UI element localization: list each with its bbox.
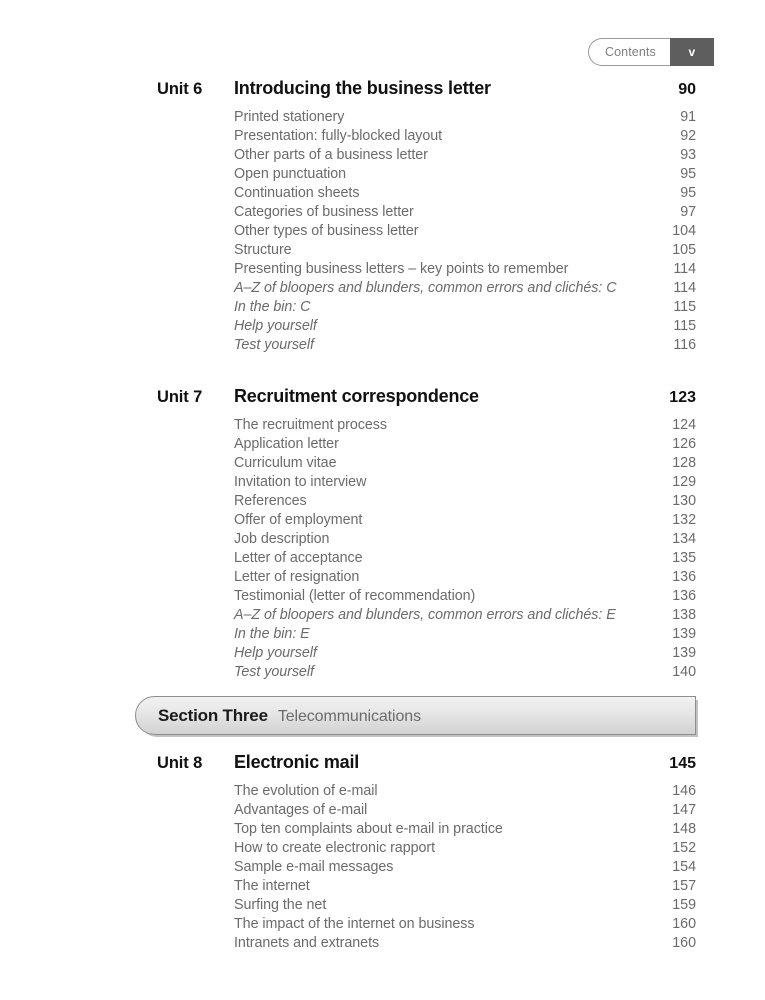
toc-entry-title: Letter of resignation <box>234 569 360 585</box>
toc-entry-row[interactable] <box>234 530 696 549</box>
toc-entry-title: Application letter <box>234 436 339 452</box>
toc-entry-page-number: 115 <box>673 318 696 334</box>
toc-entry-title: Intranets and extranets <box>234 935 380 951</box>
section-banner-subtitle: Telecommunications <box>277 707 421 725</box>
toc-entry-page-number: 95 <box>680 185 696 201</box>
toc-entry-row[interactable] <box>234 435 696 454</box>
unit-header-row[interactable] <box>157 386 696 407</box>
toc-upper <box>157 78 696 682</box>
toc-entry-row[interactable] <box>234 279 696 298</box>
toc-entry-page-number: 126 <box>672 436 696 452</box>
toc-entry-row[interactable] <box>234 934 696 953</box>
toc-entry-row[interactable] <box>234 184 696 203</box>
toc-entry-page-number: 92 <box>680 128 696 144</box>
toc-entry-row[interactable] <box>234 839 696 858</box>
toc-entry-row[interactable] <box>234 644 696 663</box>
unit-page-number: 90 <box>678 81 696 98</box>
toc-entry-title: The evolution of e-mail <box>234 783 378 799</box>
unit-title: Introducing the business letter <box>234 78 491 98</box>
toc-entry-page-number: 152 <box>672 840 696 856</box>
unit-header-row[interactable] <box>157 78 696 99</box>
unit-label: Unit 7 <box>157 388 203 406</box>
toc-entry-row[interactable] <box>234 108 696 127</box>
toc-entry-page-number: 114 <box>673 280 696 296</box>
toc-entry-page-number: 105 <box>672 242 696 258</box>
toc-entry-title: Help yourself <box>234 645 317 661</box>
toc-entry-row[interactable] <box>234 511 696 530</box>
contents-tab-label: Contents <box>588 38 670 66</box>
toc-entry-title: Job description <box>234 531 330 547</box>
toc-entry-page-number: 114 <box>673 261 696 277</box>
toc-entry-page-number: 139 <box>672 645 696 661</box>
toc-entry-title: The internet <box>234 878 310 894</box>
unit-entry-list <box>157 108 696 355</box>
toc-entry-title: Test yourself <box>234 337 314 353</box>
toc-entry-row[interactable] <box>234 416 696 435</box>
toc-entry-page-number: 140 <box>672 664 696 680</box>
toc-entry-row[interactable] <box>234 858 696 877</box>
toc-entry-row[interactable] <box>234 915 696 934</box>
unit-entry-list <box>157 416 696 682</box>
unit-title: Electronic mail <box>234 752 360 772</box>
section-banner <box>135 696 696 735</box>
toc-entry-page-number: 136 <box>672 569 696 585</box>
toc-entry-page-number: 139 <box>672 626 696 642</box>
toc-entry-title: The recruitment process <box>234 417 387 433</box>
toc-entry-page-number: 93 <box>680 147 696 163</box>
toc-entry-title: Printed stationery <box>234 109 345 125</box>
toc-entry-title: The impact of the internet on business <box>234 916 475 932</box>
toc-entry-title: References <box>234 493 307 509</box>
toc-entry-page-number: 134 <box>672 531 696 547</box>
toc-lower <box>157 752 696 953</box>
toc-entry-title: A–Z of bloopers and blunders, common errors and clichés: C <box>234 280 617 296</box>
toc-entry-page-number: 115 <box>673 299 696 315</box>
toc-entry-page-number: 135 <box>672 550 696 566</box>
toc-entry-row[interactable] <box>234 587 696 606</box>
toc-entry-page-number: 147 <box>672 802 696 818</box>
toc-entry-page-number: 157 <box>672 878 696 894</box>
toc-entry-page-number: 95 <box>680 166 696 182</box>
toc-entry-row[interactable] <box>234 260 696 279</box>
toc-entry-page-number: 129 <box>672 474 696 490</box>
toc-entry-row[interactable] <box>234 801 696 820</box>
toc-entry-row[interactable] <box>234 454 696 473</box>
toc-entry-title: Other types of business letter <box>234 223 419 239</box>
toc-entry-title: A–Z of bloopers and blunders, common errors and clichés: E <box>234 607 616 623</box>
toc-entry-row[interactable] <box>234 298 696 317</box>
unit-page-number: 123 <box>669 389 696 406</box>
unit-header-row[interactable] <box>157 752 696 773</box>
toc-entry-row[interactable] <box>234 896 696 915</box>
toc-entry-page-number: 128 <box>672 455 696 471</box>
toc-entry-title: Presentation: fully-blocked layout <box>234 128 443 144</box>
toc-entry-title: Test yourself <box>234 664 314 680</box>
toc-entry-page-number: 124 <box>672 417 696 433</box>
unit-label: Unit 8 <box>157 754 203 772</box>
toc-entry-page-number: 104 <box>672 223 696 239</box>
toc-entry-title: Testimonial (letter of recommendation) <box>234 588 476 604</box>
toc-entry-title: Advantages of e-mail <box>234 802 368 818</box>
toc-entry-row[interactable] <box>234 606 696 625</box>
toc-entry-page-number: 132 <box>672 512 696 528</box>
section-banner-name: Section Three <box>158 705 268 725</box>
toc-entry-page-number: 138 <box>672 607 696 623</box>
toc-entry-page-number: 97 <box>680 204 696 220</box>
toc-entry-row[interactable] <box>234 165 696 184</box>
toc-entry-row[interactable] <box>234 336 696 355</box>
toc-entry-title: Offer of employment <box>234 512 363 528</box>
toc-entry-title: Other parts of a business letter <box>234 147 428 163</box>
unit-block <box>157 386 696 682</box>
toc-entry-row[interactable] <box>234 222 696 241</box>
toc-entry-row[interactable] <box>234 473 696 492</box>
toc-entry-row[interactable] <box>234 317 696 336</box>
toc-entry-title: Curriculum vitae <box>234 455 337 471</box>
toc-entry-page-number: 154 <box>672 859 696 875</box>
toc-entry-page-number: 136 <box>672 588 696 604</box>
section-banner-inner <box>136 706 421 726</box>
unit-block <box>157 78 696 355</box>
toc-entry-title: In the bin: C <box>234 299 311 315</box>
toc-entry-title: Help yourself <box>234 318 317 334</box>
toc-entry-row[interactable] <box>234 663 696 682</box>
contents-tab-page-marker: v <box>670 38 714 66</box>
toc-entry-page-number: 130 <box>672 493 696 509</box>
toc-entry-title: Invitation to interview <box>234 474 367 490</box>
toc-entry-row[interactable] <box>234 782 696 801</box>
toc-entry-title: Top ten complaints about e-mail in practice <box>234 821 503 837</box>
unit-page-number: 145 <box>669 755 696 772</box>
toc-entry-row[interactable] <box>234 203 696 222</box>
toc-entry-title: Surfing the net <box>234 897 327 913</box>
toc-entry-page-number: 91 <box>680 109 696 125</box>
toc-entry-page-number: 146 <box>672 783 696 799</box>
toc-entry-row[interactable] <box>234 241 696 260</box>
toc-entry-row[interactable] <box>234 146 696 165</box>
toc-entry-title: Sample e-mail messages <box>234 859 394 875</box>
toc-entry-row[interactable] <box>234 127 696 146</box>
contents-tab[interactable] <box>588 38 714 66</box>
toc-entry-page-number: 160 <box>672 935 696 951</box>
toc-entry-title: Open punctuation <box>234 166 347 182</box>
toc-entry-title: Letter of acceptance <box>234 550 363 566</box>
toc-entry-row[interactable] <box>234 625 696 644</box>
unit-block <box>157 752 696 953</box>
toc-entry-page-number: 116 <box>673 337 696 353</box>
unit-label: Unit 6 <box>157 80 203 98</box>
toc-entry-title: Structure <box>234 242 292 258</box>
toc-entry-page-number: 160 <box>672 916 696 932</box>
toc-entry-row[interactable] <box>234 492 696 511</box>
toc-entry-row[interactable] <box>234 549 696 568</box>
toc-entry-row[interactable] <box>234 820 696 839</box>
toc-entry-row[interactable] <box>234 568 696 587</box>
toc-entry-title: How to create electronic rapport <box>234 840 436 856</box>
toc-entry-title: Continuation sheets <box>234 185 360 201</box>
toc-entry-title: Categories of business letter <box>234 204 414 220</box>
unit-title: Recruitment correspondence <box>234 386 479 406</box>
toc-entry-page-number: 148 <box>672 821 696 837</box>
toc-entry-title: Presenting business letters – key points to remember <box>234 261 569 277</box>
unit-entry-list <box>157 782 696 953</box>
toc-entry-page-number: 159 <box>672 897 696 913</box>
toc-entry-row[interactable] <box>234 877 696 896</box>
toc-entry-title: In the bin: E <box>234 626 310 642</box>
